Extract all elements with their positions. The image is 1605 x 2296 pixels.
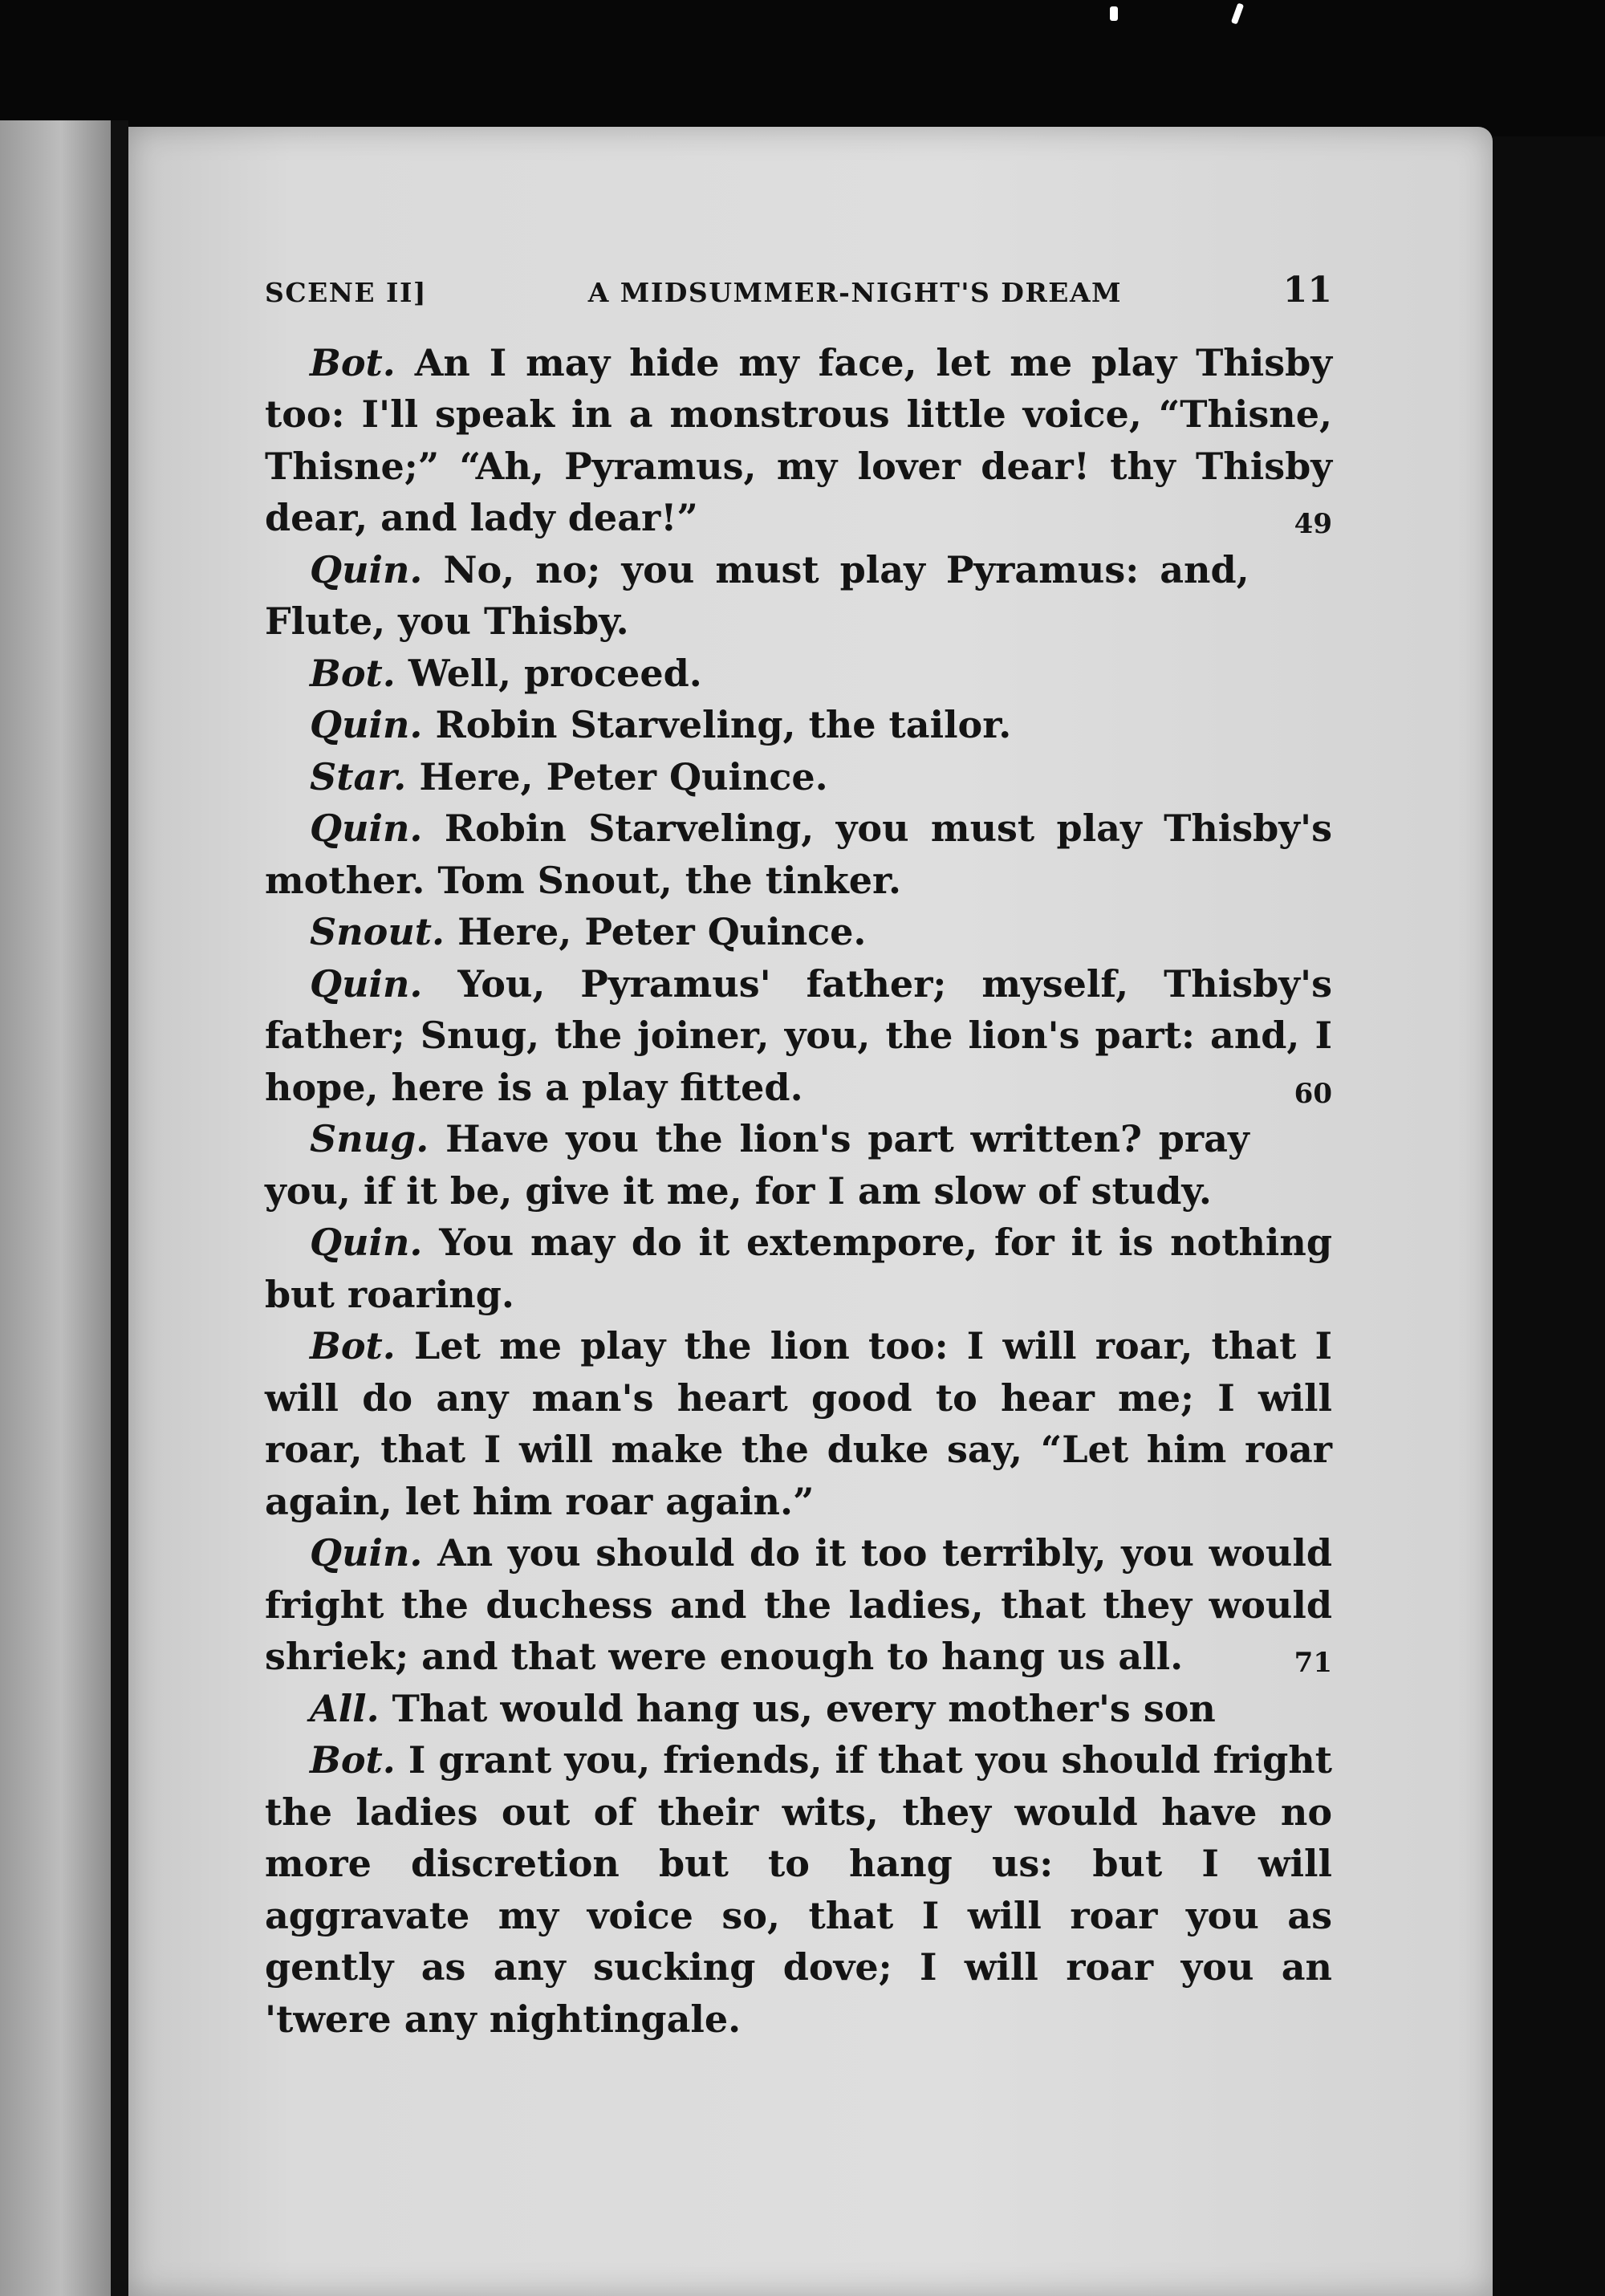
book-gutter [111,120,128,2296]
speaker-name: Quin. [310,961,423,1006]
page-number: 11 [1282,270,1332,311]
line-number: 71 [1294,1647,1332,1679]
line-number: 49 [1294,508,1332,540]
scan-speck [1231,2,1244,24]
speech [265,1217,1332,1320]
speech [265,1113,1332,1217]
speaker-name: Snug. [310,1117,429,1160]
scan-speck [1110,6,1118,21]
speech-text: Here, Peter Quince. [457,910,867,953]
speech [265,699,1332,751]
scene-label: SCENE II] [265,277,428,308]
speech-text: That would hang us, every mother's son [392,1686,1216,1730]
previous-page-edge [0,120,111,2296]
speaker-name: All. [310,1686,380,1730]
running-header [265,265,1332,319]
scan-border-right [1493,136,1605,2296]
speech-text: Robin Starveling, the tailor. [435,703,1012,746]
speech-text: Here, Peter Quince. [419,754,828,799]
speech [265,544,1332,648]
speech [265,337,1332,544]
speech [265,751,1332,803]
speech [265,958,1332,1114]
speaker-name: Quin. [310,807,423,850]
speech-text: An you should do it too terribly, you would fright the duchess and the ladies, that they would shriek; and that were enough to hang us all. [265,1531,1332,1678]
speaker-name: Bot. [310,1738,396,1782]
speech [265,1734,1332,2045]
page-text [265,265,1332,2045]
speech [265,906,1332,958]
speaker-name: Quin. [310,547,423,591]
speaker-name: Quin. [310,1531,423,1575]
speech-text: Well, proceed. [408,651,702,695]
speech-text: No, no; you must play Pyramus: and, Flute, you Thisby. [265,547,1249,643]
dialogue [265,337,1332,2046]
speaker-name: Bot. [310,340,396,384]
speech [265,803,1332,906]
speaker-name: Snout. [310,910,445,953]
speech [265,648,1332,700]
speech-text: I grant you, friends, if that you should fright the ladies out of their wits, they would have no more discretion but to hang us: but I will aggravate my voice so, that I will roar you as gently as any sucking dove; I will roar you an 'twere any nightingale. [265,1738,1332,2041]
speaker-name: Star. [310,754,407,799]
speaker-name: Quin. [310,703,423,746]
speech-text: You may do it extempore, for it is nothing but roaring. [265,1221,1332,1316]
speaker-name: Quin. [310,1221,423,1264]
line-number: 60 [1294,1077,1332,1110]
speaker-name: Bot. [310,651,396,695]
speech-text: You, Pyramus' father; myself, Thisby's father; Snug, the joiner, you, the lion's part: and, I hope, here is a play fitted. [265,961,1332,1109]
speech [265,1320,1332,1527]
speech [265,1683,1332,1735]
speech [265,1527,1332,1683]
speech-text: Have you the lion's part written? pray you, if it be, give it me, for I am slow of study. [265,1117,1249,1213]
speech-text: An I may hide my face, let me play Thisby too: I'll speak in a monstrous little voice, “Thisne, Thisne;” “Ah, Pyramus, my lover dear! thy Thisby dear, and lady dear!” [265,340,1333,539]
speech-text: Robin Starveling, you must play Thisby's mother. Tom Snout, the tinker. [265,807,1333,902]
speaker-name: Bot. [310,1324,396,1367]
play-title: A MIDSUMMER-NIGHT'S DREAM [587,277,1123,308]
speech-text: Let me play the lion too: I will roar, that I will do any man's heart good to hear me; I will roar, that I will make the duke say, “Let him roar again, let him roar again.” [265,1324,1332,1523]
